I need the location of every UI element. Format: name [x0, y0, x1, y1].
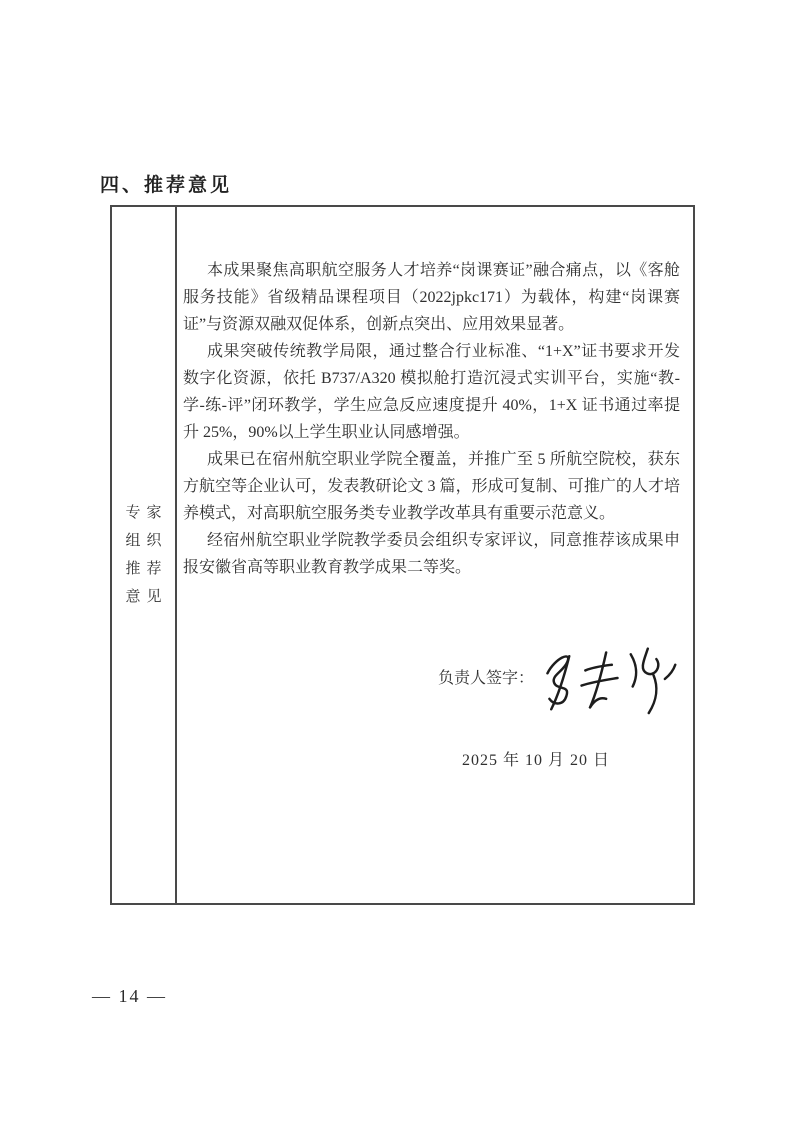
row-label-line: 组织 [125, 533, 168, 549]
recommendation-paragraph: 经宿州航空职业学院教学委员会组织专家评议，同意推荐该成果申报安徽省高等职业教育教学成果二等奖。 [183, 532, 680, 576]
signature-label: 负责人签字： [437, 669, 534, 687]
date-line: 2025 年 10 月 20 日 [461, 752, 610, 769]
page-number: — 14 — [92, 986, 167, 1006]
recommendation-paragraph: 成果突破传统教学局限，通过整合行业标准、“1+X”证书要求开发数字化资源，依托 B737/A320 模拟舱打造沉浸式实训平台，实施“教-学-练-评”闭环教学，学生应急反应速度提升 40%，1+X 证书通过率提升 25%，90%以上学生职业认同感增强。 [183, 343, 680, 441]
recommendation-paragraph: 成果已在宿州航空职业学院全覆盖，并推广至 5 所航空院校，获东方航空等企业认可，发表教研论文 3 篇，形成可复制、可推广的人才培养模式，对高职航空服务类专业教学改革具有重要示范意义。 [183, 451, 680, 522]
row-label-line: 意见 [125, 589, 168, 605]
row-label-line: 专家 [125, 505, 168, 521]
recommendation-paragraph: 本成果聚焦高职航空服务人才培养“岗课赛证”融合痛点，以《客舱服务技能》省级精品课程项目（2022jpkc171）为载体，构建“岗课赛证”与资源双融双促体系，创新点突出、应用效果显著。 [183, 262, 680, 333]
recommendation-table [110, 205, 695, 905]
row-label-line: 推荐 [125, 561, 168, 577]
section-heading: 四、推荐意见 [100, 175, 233, 196]
recommendation-content-cell [177, 207, 693, 903]
signature-row [183, 639, 680, 717]
row-label-cell [112, 207, 177, 903]
handwritten-signature [538, 639, 680, 717]
